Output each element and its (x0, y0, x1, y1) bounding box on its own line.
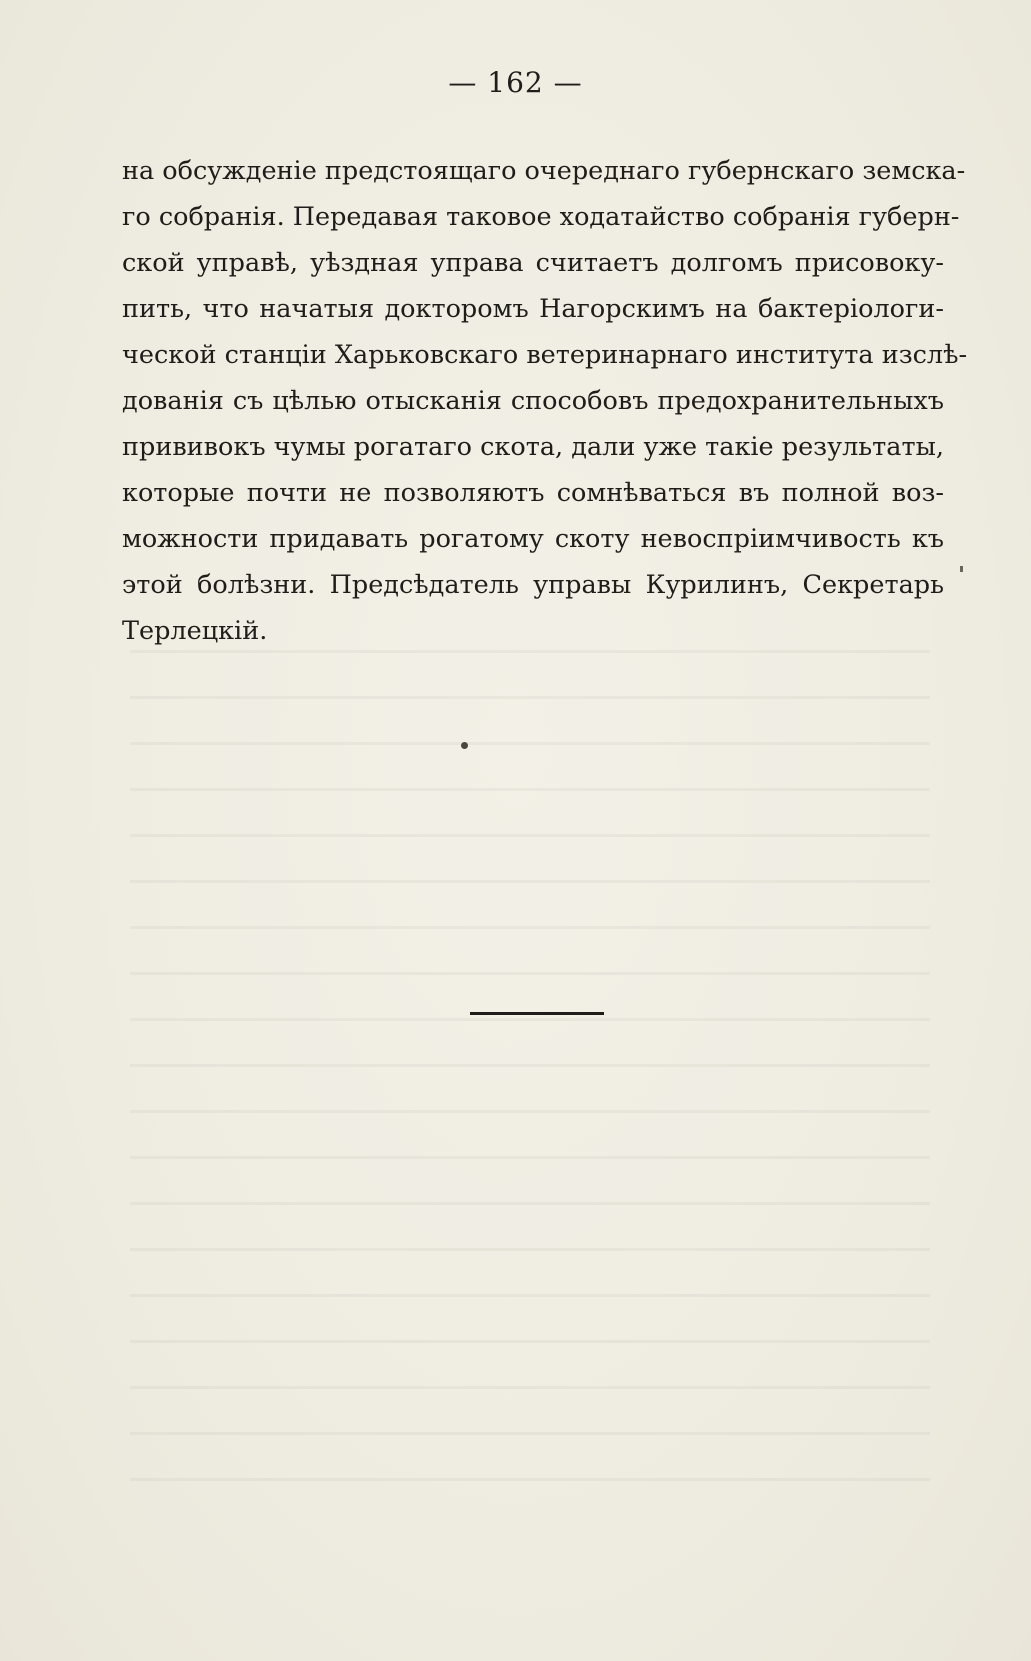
text-line: ской управѣ, уѣздная управа считаетъ долгомъ присовоку- (122, 248, 944, 278)
text-line: прививокъ чумы рогатаго скота, дали уже такіе результаты, (122, 432, 944, 462)
ink-dot (461, 742, 468, 749)
text-line: ческой станціи Харьковскаго ветеринарнаго института изслѣ- (122, 340, 968, 370)
bleed-through-shadow (130, 620, 930, 1520)
text-line: Терлецкій. (122, 616, 268, 646)
body-paragraph (122, 148, 968, 654)
text-line: этой болѣзни. Предсѣдатель управы Курилинъ, Секретарь (122, 570, 944, 600)
page-number: — 162 — (448, 66, 583, 99)
text-line: можности придавать рогатому скоту невоспріимчивость къ (122, 524, 944, 554)
text-line: пить, что начатыя докторомъ Нагорскимъ на бактеріологи- (122, 294, 944, 324)
section-rule (470, 1012, 604, 1015)
margin-mark (960, 566, 963, 572)
text-line: на обсужденіе предстоящаго очереднаго губернскаго земска- (122, 156, 966, 186)
text-line: которые почти не позволяютъ сомнѣваться въ полной воз- (122, 478, 944, 508)
text-line: дованія съ цѣлью отысканія способовъ предохранительныхъ (122, 386, 944, 416)
text-line: го собранія. Передавая таковое ходатайство собранія губерн- (122, 202, 960, 232)
